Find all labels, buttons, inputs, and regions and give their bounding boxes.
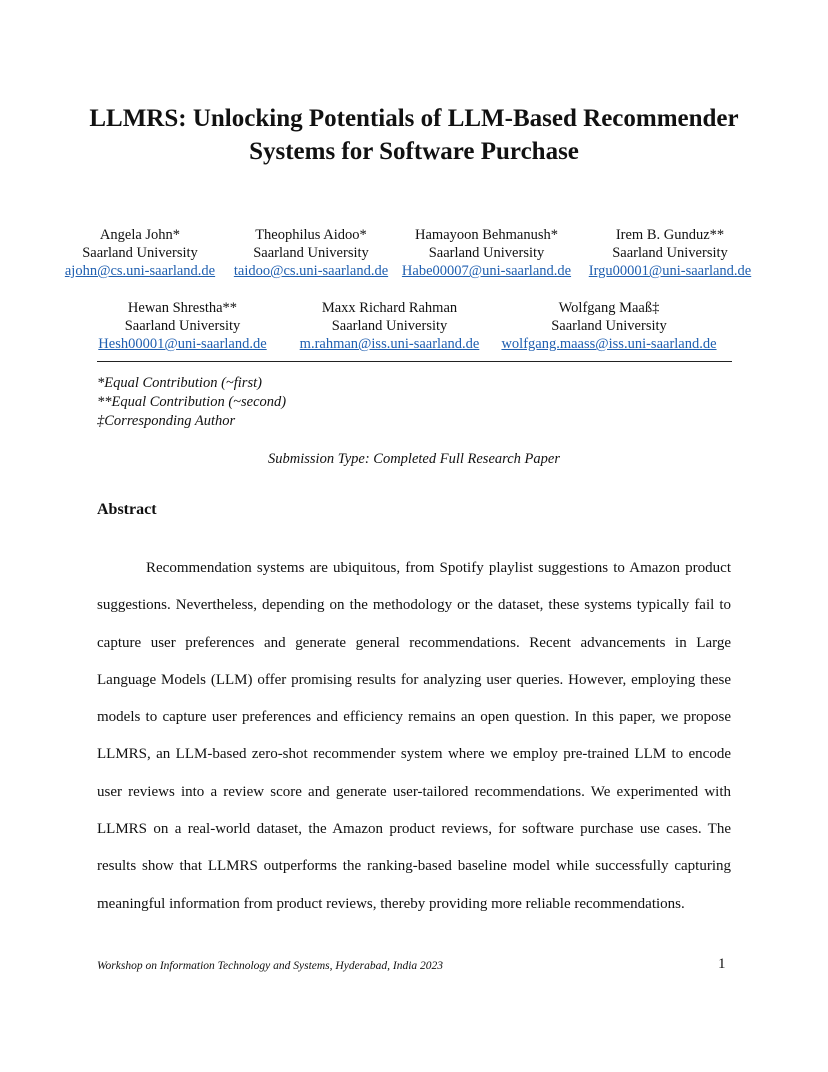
note-equal-second: **Equal Contribution (~second) <box>97 394 287 410</box>
author-email-link[interactable]: m.rahman@iss.uni-saarland.de <box>299 336 480 352</box>
author-email-link[interactable]: taidoo@cs.uni-saarland.de <box>233 263 389 279</box>
abstract-text: Recommendation systems are ubiquitous, from Spotify playlist suggestions to Amazon product suggestions. Nevertheless, depending on the methodology or the dataset, these systems typically fail to capture user preferences and generate general recommendations. Recent advancements in Large Language Models (LLM) offer promising results for analyzing user queries. However, employing these models to capture user preferences and efficiency remains an open question. In this paper, we propose LLMRS, an LLM-based zero-shot recommender system where we employ pre-trained LLM to encode user reviews into a review score and generate user-tailored recommendations. We experimented with LLMRS on a real-world dataset, the Amazon product reviews, for software purchase use cases. The results show that LLMRS outperforms the ranking-based baseline model while successfully capturing meaningful information from product reviews, thereby providing more reliable recommendations. <box>97 560 731 912</box>
note-equal-first: *Equal Contribution (~first) <box>97 375 262 391</box>
author-affiliation: Saarland University <box>612 245 728 261</box>
contribution-notes <box>97 374 286 431</box>
abstract-heading: Abstract <box>97 501 157 518</box>
author-block <box>400 226 573 280</box>
note-corresponding: ‡Corresponding Author <box>97 413 236 429</box>
paper-title: LLMRS: Unlocking Potentials of LLM-Based Recommender Systems for Software Purchase <box>89 105 739 165</box>
author-affiliation: Saarland University <box>551 318 667 334</box>
author-block <box>498 299 720 353</box>
author-name: Hewan Shrestha** <box>127 300 238 316</box>
author-block <box>297 299 482 353</box>
author-name: Wolfgang Maaß‡ <box>558 300 660 316</box>
author-name: Angela John* <box>99 227 181 243</box>
author-email-link[interactable]: Hesh00001@uni-saarland.de <box>98 336 267 352</box>
author-affiliation: Saarland University <box>331 318 448 334</box>
author-name: Theophilus Aidoo* <box>255 227 367 243</box>
author-block <box>586 226 754 280</box>
author-email-link[interactable]: Habe00007@uni-saarland.de <box>401 263 572 279</box>
author-email-link[interactable]: wolfgang.maass@iss.uni-saarland.de <box>501 336 717 352</box>
divider <box>97 361 732 362</box>
author-block <box>96 299 269 353</box>
author-email-link[interactable]: ajohn@cs.uni-saarland.de <box>64 263 216 279</box>
author-name: Irem B. Gunduz** <box>615 227 725 243</box>
submission-type: Submission Type: Completed Full Research Paper <box>268 451 560 467</box>
author-name: Maxx Richard Rahman <box>321 300 458 316</box>
author-affiliation: Saarland University <box>428 245 545 261</box>
author-name: Hamayoon Behmanush* <box>415 227 558 243</box>
author-block <box>232 226 390 280</box>
author-affiliation: Saarland University <box>253 245 369 261</box>
author-block <box>64 226 216 280</box>
page-number: 1 <box>718 956 726 972</box>
author-affiliation: Saarland University <box>124 318 241 334</box>
footer-venue: Workshop on Information Technology and Systems, Hyderabad, India 2023 <box>97 960 444 972</box>
author-affiliation: Saarland University <box>82 245 198 261</box>
author-email-link[interactable]: Irgu00001@uni-saarland.de <box>588 263 752 279</box>
